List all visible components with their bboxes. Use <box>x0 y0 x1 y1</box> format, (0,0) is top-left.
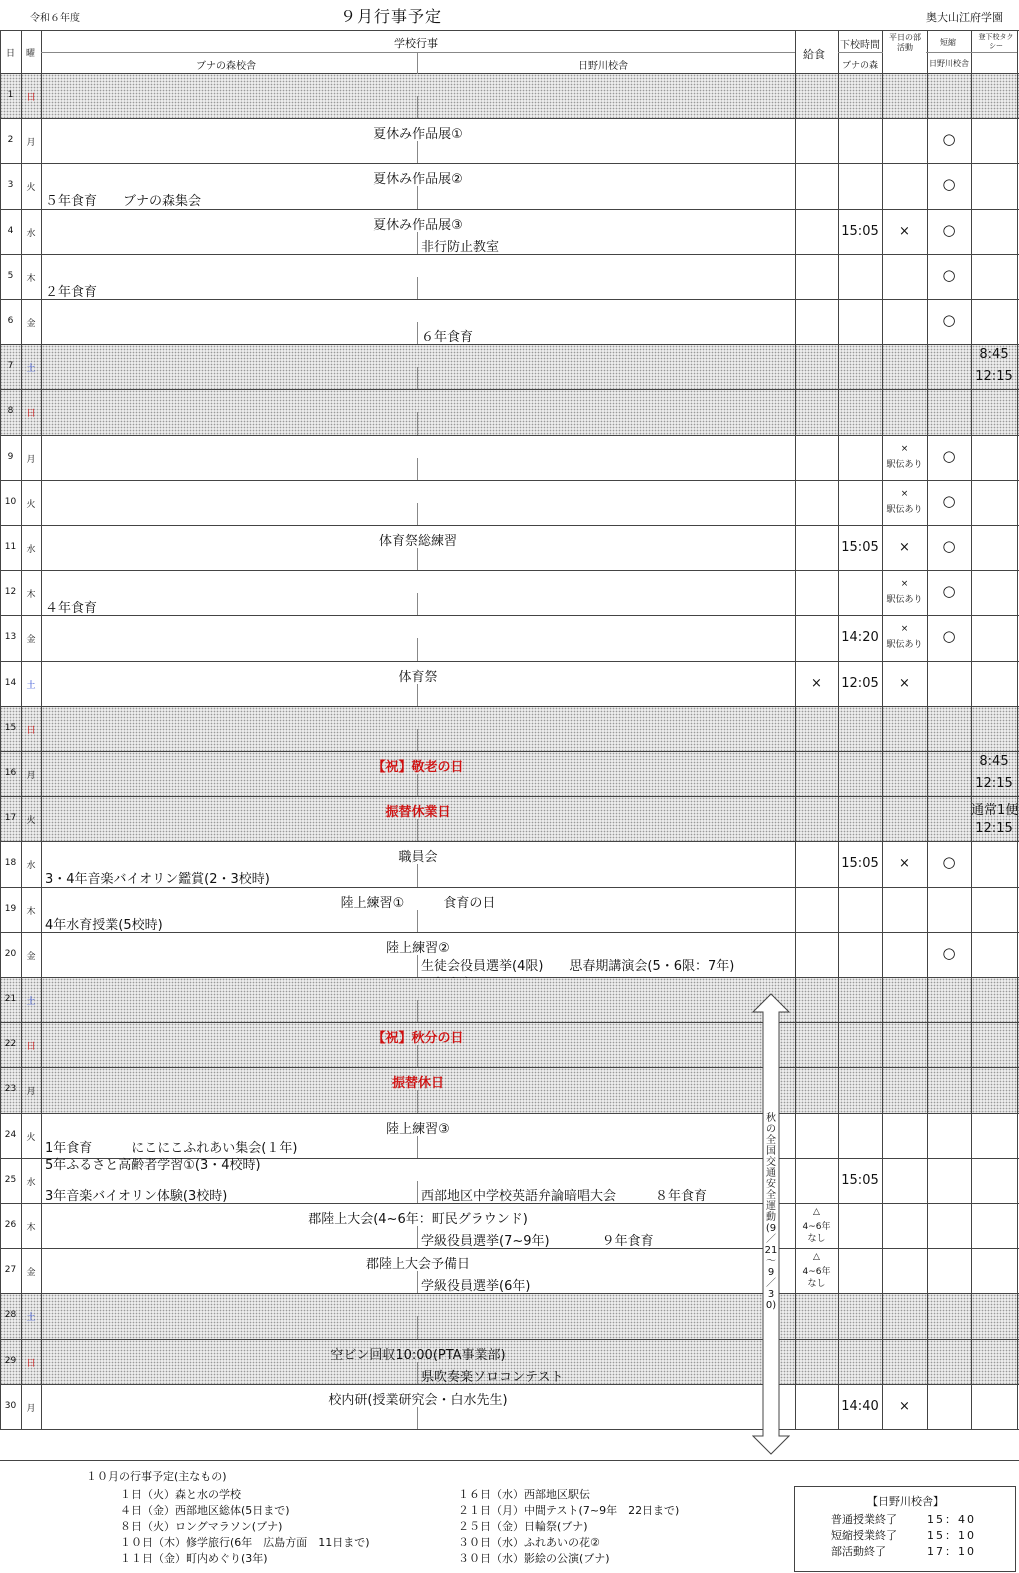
october-event: １６日（水）西部地区駅伝 <box>458 1488 590 1501</box>
taxi-time: 通常1便 <box>971 803 1019 819</box>
club-mark: × <box>900 443 909 454</box>
day-number: 10 <box>4 496 17 507</box>
club-mark: × <box>899 856 910 872</box>
day-of-week: 金 <box>26 1268 36 1279</box>
table-row <box>0 481 1019 526</box>
short-day-mark: ○ <box>942 311 956 329</box>
day-number: 12 <box>4 587 17 598</box>
club-note: 駅伝あり <box>886 504 923 515</box>
day-of-week: 火 <box>26 183 36 194</box>
table-row <box>0 933 1019 978</box>
day-of-week: 火 <box>26 499 36 510</box>
taxi-time: 8:45 <box>979 347 1009 363</box>
event-both-campuses: 夏休み作品展② <box>373 172 463 188</box>
october-event: １日（火）森と水の学校 <box>120 1488 241 1501</box>
event-both-campuses: 振替休業日 <box>385 805 451 821</box>
table-row <box>0 164 1019 209</box>
day-number: 15 <box>4 722 17 733</box>
dismiss-time: 15:05 <box>841 223 879 239</box>
club-note: 駅伝あり <box>886 640 923 651</box>
table-row <box>0 436 1019 481</box>
event-hino: 学級役員選挙(6年) <box>421 1279 531 1295</box>
day-number: 11 <box>4 542 17 552</box>
day-number: 28 <box>4 1310 17 1321</box>
day-number: 14 <box>4 677 17 688</box>
event-hino: 県吹奏楽ソロコンテスト <box>421 1369 564 1385</box>
table-row <box>0 571 1019 616</box>
short-day-mark: ○ <box>942 446 956 465</box>
day-number: 24 <box>4 1129 17 1140</box>
lunch-note: 4~6年 <box>802 1267 831 1278</box>
table-row <box>0 345 1019 390</box>
club-note: 駅伝あり <box>886 595 923 606</box>
lunch-mark: △ <box>813 1207 820 1217</box>
day-of-week: 木 <box>26 590 36 601</box>
schedule-table <box>0 30 1019 1460</box>
table-header <box>0 30 1019 74</box>
day-number: 1 <box>7 90 14 100</box>
footer <box>0 1460 1019 1573</box>
day-of-week: 木 <box>26 273 36 284</box>
event-both-campuses: 夏休み作品展① <box>373 127 463 143</box>
table-row <box>0 526 1019 571</box>
table-row <box>0 255 1019 300</box>
lunch-note: なし <box>807 1234 826 1244</box>
table-row <box>0 978 1019 1023</box>
hino-time-value: 15：40 <box>927 1513 976 1526</box>
short-day-mark: ○ <box>942 130 956 149</box>
lunch-note: なし <box>807 1279 826 1290</box>
table-row <box>0 1249 1019 1294</box>
event-buna: 4年水育授業(5校時) <box>45 917 163 933</box>
day-number: 5 <box>7 270 14 281</box>
table-row <box>0 1114 1019 1173</box>
october-event: ４日（金）西部地区総体(5日まで) <box>120 1504 290 1517</box>
day-number: 18 <box>4 858 17 869</box>
table-row <box>0 707 1019 752</box>
short-day-mark: ○ <box>942 853 956 872</box>
hino-time-label: 普通授業終了 <box>831 1513 897 1526</box>
event-buna: 3年音楽バイオリン体験(3校時) <box>45 1188 228 1204</box>
day-number: 19 <box>4 903 17 914</box>
october-event: ３０日（水）ふれあいの花② <box>458 1536 600 1549</box>
table-row <box>0 1068 1019 1113</box>
event-buna: 3・4年音楽バイオリン鑑賞(2・3校時) <box>45 872 270 888</box>
october-event: ２５日（金）日輪祭(ブナ) <box>458 1520 588 1533</box>
day-of-week: 日 <box>26 1042 36 1053</box>
hino-time-label: 短縮授業終了 <box>831 1529 897 1542</box>
campaign-arrow <box>752 993 790 1455</box>
table-row <box>0 210 1019 255</box>
day-of-week: 土 <box>26 1313 36 1324</box>
dismiss-time: 14:40 <box>841 1398 879 1414</box>
dismiss-time: 15:05 <box>841 540 879 555</box>
taxi-time: 8:45 <box>979 754 1009 769</box>
col-hino: 日野川校舎 <box>578 61 628 72</box>
short-day-mark: ○ <box>942 627 956 646</box>
short-day-mark: ○ <box>942 265 956 284</box>
event-hino: 学級役員選挙(7~9年) ９年食育 <box>421 1234 654 1249</box>
october-event: １１日（金）町内めぐり(3年) <box>120 1552 268 1565</box>
day-of-week: 土 <box>26 364 36 375</box>
event-buna: ４年食育 <box>45 601 98 617</box>
day-of-week: 水 <box>26 1177 36 1188</box>
col-dow: 曜 <box>26 49 36 59</box>
day-of-week: 水 <box>26 545 36 555</box>
day-number: 6 <box>7 316 14 326</box>
col-dismiss-time: 下校時間 <box>840 40 880 51</box>
day-number: 2 <box>7 135 14 146</box>
day-of-week: 土 <box>26 680 36 691</box>
day-number: 21 <box>4 994 17 1004</box>
table-row <box>0 390 1019 435</box>
day-of-week: 木 <box>26 906 36 917</box>
event-both-campuses: 陸上練習① 食育の日 <box>340 895 496 911</box>
club-note: 駅伝あり <box>886 459 923 470</box>
day-of-week: 日 <box>26 1358 36 1369</box>
day-number: 4 <box>7 225 14 236</box>
campaign-label: 秋の全国交通安全運動(9／21～9／30) <box>764 1113 778 1311</box>
hino-times-title: 【日野川校舎】 <box>867 1495 944 1508</box>
col-lunch: 給食 <box>803 48 825 61</box>
club-mark: × <box>899 1398 910 1414</box>
col-short: 短縮 <box>940 38 956 47</box>
taxi-time: 12:15 <box>975 821 1013 837</box>
lunch-note: 4~6年 <box>802 1222 831 1232</box>
club-mark: × <box>899 223 910 239</box>
day-of-week: 火 <box>26 816 36 827</box>
event-both-campuses: 夏休み作品展③ <box>373 217 463 233</box>
day-number: 9 <box>7 451 14 462</box>
day-of-week: 金 <box>26 951 36 962</box>
day-of-week: 月 <box>26 1403 36 1414</box>
dismiss-time: 15:05 <box>841 1172 879 1188</box>
short-day-mark: ○ <box>942 220 956 239</box>
day-of-week: 日 <box>26 409 36 420</box>
table-row <box>0 752 1019 797</box>
col-buna: ブナの森校舎 <box>196 61 256 72</box>
october-event: ８日（火）ロングマラソン(ブナ) <box>120 1520 283 1533</box>
table-row <box>0 1159 1019 1204</box>
event-both-campuses: 職員会 <box>398 850 438 866</box>
event-both-campuses: 【祝】敬老の日 <box>372 760 464 775</box>
day-number: 25 <box>4 1174 17 1185</box>
day-of-week: 土 <box>26 997 36 1007</box>
club-mark: × <box>900 488 909 499</box>
taxi-time: 12:15 <box>975 369 1013 385</box>
day-number: 16 <box>4 768 17 778</box>
event-buna: 1年食育 にこにこふれあい集会(１年) <box>45 1140 298 1156</box>
day-number: 8 <box>7 406 14 417</box>
event-both-campuses: 振替休日 <box>391 1076 444 1092</box>
col-dismiss-sub: ブナの森 <box>842 61 879 71</box>
day-number: 30 <box>4 1400 17 1411</box>
event-buna: ５年食育 ブナの森集会 <box>45 194 202 210</box>
table-row <box>0 616 1019 661</box>
event-buna: 5年ふるさと高齢者学習①(3・4校時) <box>45 1157 261 1173</box>
day-of-week: 日 <box>26 93 36 103</box>
event-both-campuses: 校内研(授業研究会・白水先生) <box>328 1392 508 1408</box>
table-row <box>0 119 1019 164</box>
october-event: １０日（木）修学旅行(6年 広島方面 11日まで) <box>120 1536 370 1549</box>
short-day-mark: ○ <box>942 491 956 510</box>
event-both-campuses: 空ビン回収10:00(PTA事業部) <box>330 1347 506 1363</box>
short-day-mark: ○ <box>942 175 956 194</box>
table-row <box>0 74 1019 119</box>
day-number: 23 <box>4 1084 17 1095</box>
day-of-week: 水 <box>26 228 36 239</box>
club-mark: × <box>899 675 910 691</box>
event-both-campuses: 体育祭総練習 <box>378 534 457 549</box>
event-both-campuses: 体育祭 <box>398 669 438 685</box>
day-number: 29 <box>4 1355 17 1366</box>
table-row <box>0 1340 1019 1385</box>
day-number: 7 <box>7 361 14 372</box>
school-name: 奥大山江府学園 <box>926 11 1003 24</box>
table-row <box>0 888 1019 933</box>
day-of-week: 月 <box>26 771 36 781</box>
day-of-week: 水 <box>26 861 36 872</box>
table-row <box>0 1023 1019 1068</box>
day-number: 22 <box>4 1039 17 1050</box>
col-taxi: 登下校タクシー <box>978 33 1014 50</box>
day-number: 17 <box>4 813 17 824</box>
club-mark: × <box>900 579 909 590</box>
day-of-week: 木 <box>26 1223 36 1233</box>
col-events: 学校行事 <box>394 37 438 50</box>
day-number: 20 <box>4 948 17 959</box>
table-row <box>0 1204 1019 1249</box>
day-number: 3 <box>7 180 14 191</box>
day-of-week: 月 <box>26 138 36 149</box>
table-row <box>0 842 1019 887</box>
day-of-week: 金 <box>26 319 36 329</box>
table-row <box>0 1294 1019 1339</box>
event-hino: ６年食育 <box>421 330 474 345</box>
short-day-mark: ○ <box>942 943 956 962</box>
short-day-mark: ○ <box>942 582 956 601</box>
dismiss-time: 14:20 <box>841 630 879 646</box>
october-event: ３０日（水）影絵の公演(ブナ) <box>458 1552 610 1565</box>
event-hino: 西部地区中学校英語弁論暗唱大会 ８年食育 <box>421 1188 708 1204</box>
fiscal-year: 令和６年度 <box>30 13 80 24</box>
event-both-campuses: 郡陸上大会(4~6年：町民グラウンド) <box>308 1212 528 1227</box>
col-weekday-club: 平日の部活動 <box>889 33 921 52</box>
page-title: ９月行事予定 <box>340 7 443 26</box>
club-mark: × <box>900 624 909 635</box>
day-of-week: 金 <box>26 635 36 646</box>
hino-time-value: 17：10 <box>927 1545 976 1558</box>
event-both-campuses: 陸上練習② <box>386 940 450 956</box>
day-number: 26 <box>4 1220 17 1230</box>
lunch-mark: × <box>811 675 822 691</box>
event-hino: 生徒会役員選挙(4限) 思春期講演会(5・6限：7年) <box>421 958 735 974</box>
day-number: 13 <box>4 632 17 643</box>
event-buna: ２年食育 <box>45 284 98 300</box>
page-header <box>0 0 1019 30</box>
event-both-campuses: 陸上練習③ <box>386 1121 450 1137</box>
day-of-week: 月 <box>26 1087 36 1098</box>
table-row <box>0 797 1019 842</box>
october-event: ２１日（月）中間テスト(7~9年 22日まで) <box>458 1504 680 1517</box>
taxi-time: 12:15 <box>975 776 1013 791</box>
day-of-week: 月 <box>26 454 36 465</box>
short-day-mark: ○ <box>942 537 956 555</box>
october-title: １０月の行事予定(主なもの) <box>86 1470 227 1483</box>
col-day: 日 <box>6 49 16 59</box>
dismiss-time: 15:05 <box>841 856 879 872</box>
event-both-campuses: 郡陸上大会予備日 <box>365 1257 470 1273</box>
lunch-mark: △ <box>813 1252 820 1263</box>
hino-times-box <box>794 1486 1016 1572</box>
day-of-week: 日 <box>26 725 36 736</box>
event-hino: 非行防止教室 <box>421 239 500 255</box>
table-row <box>0 300 1019 345</box>
table-row <box>0 662 1019 707</box>
club-mark: × <box>899 540 910 555</box>
hino-time-label: 部活動終了 <box>831 1545 886 1558</box>
col-hino-sub: 日野川校舎 <box>929 59 969 68</box>
event-both-campuses: 【祝】秋分の日 <box>372 1031 464 1047</box>
hino-time-value: 15：10 <box>927 1529 976 1542</box>
day-of-week: 火 <box>26 1132 36 1143</box>
dismiss-time: 12:05 <box>841 675 879 691</box>
table-row <box>0 1385 1019 1430</box>
day-number: 27 <box>4 1265 17 1276</box>
